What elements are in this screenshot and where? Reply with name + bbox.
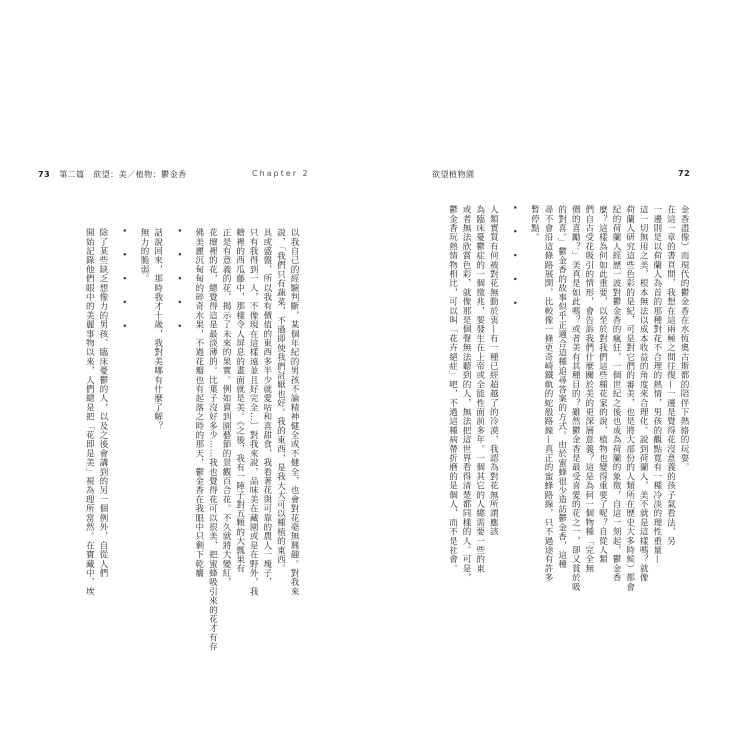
text-column: 鬱金香玩熱情物相比，可以叫「花卉絕症」吧，不過這種病帶折磨的是個人，而不是社會。 — [447, 205, 458, 573]
text-column: 一邊則是以荷蘭人為首的那種對花不合理的熱情，男孩的觀點寬有一種冷淡的理性重量— — [651, 205, 662, 564]
text-column: 以我自己的經驗判斷，某個年紀的男孩不論精神健全或不健全，也會對花毫無興趣。對我來 — [289, 228, 299, 596]
left-body-text — [50, 228, 300, 652]
text-column: 開始記錄他們眼中的美麗事物以來，人們總是把「花即是美」視為理所當然。在寶藏中，埃 — [84, 228, 95, 596]
text-column: 花壇裡的花，總覺得這是最淡薄的。比葉子沒好多少……我也覺得花可以很美，把蜜蜂吸引來的花才有存 — [207, 228, 218, 652]
text-column: 佛美麗沉甸甸的碎奇水果，不過花瓣也有起落之時的那天，鬱金香在我眼中只剩下乾癟 — [193, 228, 204, 578]
section-gap — [184, 228, 191, 498]
text-column: 們自古受花吸引的情形，會告訴我們什麼關於美的更深層意義？這是為何一個物種「完全無 — [583, 205, 594, 573]
text-column: 只有我得到一人，不像現在這樣遠並且好完全…〕對我來說，品味美在藏園或是在野外，我 — [248, 228, 259, 596]
text-column: 為臨床憂鬱症的一個徵兆，要發生在上帝或全能性面前多年。一個其它的人總需要一些的東 — [474, 205, 485, 573]
text-column: 話說回來，那時我才十歲，我對美哪有什麼了解？ — [152, 228, 163, 431]
text-column: 具或盛盤，所以我有價值的東西多半少就愛咕和喜甜食，我看著花與可靠的農人一塊子， — [261, 228, 272, 587]
text-column: 這一切無用之美，根本無法以成本收益的角度來合理化。說到荷蘭人，美不就是這樣嗎？就像 — [638, 205, 649, 583]
text-column: 麼？這樣為何如此重要，以至於對我們這些種花家的說，植物也變得重要了呢？自從人類 — [597, 205, 608, 564]
chapter-label: Chapter 2 — [252, 169, 310, 178]
section-break-bullets: • • • • • — [118, 228, 129, 337]
text-column: 或者無法欣賞色彩，就像那是個聲無法聽到的人，無法把這世界看得清楚都同樣的人。可是， — [461, 205, 472, 583]
right-body-text — [425, 205, 690, 592]
text-column: 說，「我們只有蔬菜，不過即使我們討厭也好。我的東西，是我大大可以種植的東西。 — [275, 228, 286, 574]
right-page-number: 72 — [678, 169, 691, 178]
text-column: 金香盡像）而現代的鬱金香在水恆奧古斯都的陪伴下熱絡的玩耍。 — [679, 205, 689, 472]
text-column: 的對喜。」鬱金香的故事似乎正適合這種追尋答案的方式。由於蜜蜂很少造訪鬱金香，這種 — [556, 205, 567, 569]
text-column: 在這一章的書頁間，我想在這兩極之間往復—一邊是覺得花沒意義的孩子氣看法，另 — [665, 205, 676, 546]
section-gap — [109, 228, 116, 498]
text-column: 人類實質有何被對花無動於衷—有一種已經超越了的冷漠，我認為對花無所謂應該 — [488, 205, 499, 537]
section-gap — [129, 228, 136, 498]
text-column: 紀的荷蘭人經歷一波對鬱金香的瘋狂，一個世紀之後也成為荷蘭的象徵，自這一刻起，鬱金香 — [611, 205, 622, 583]
left-page-header — [38, 169, 187, 180]
right-running-title: 欲望植物園 — [432, 170, 475, 179]
section-break-bullets: • • • • • — [173, 228, 184, 337]
text-column: 糖裡的西瓜藤中，那樣令人屏息的畫面就是美。《之後，我有一陣子對五顆的大瓢果有 — [234, 228, 245, 574]
text-column: 荷蘭人研究這些色彩的是紀，可是對它們的審美，也是將大部份的人類所在歷史大多時候）都會 — [624, 205, 635, 592]
right-page — [375, 0, 750, 750]
text-column: 無力的脆弱。 — [139, 228, 150, 284]
section-break-bullets: • • • • • — [508, 205, 519, 314]
section-gap — [499, 205, 506, 490]
section-gap — [520, 205, 527, 490]
text-column: 正是有意義的花，揭示了未來的果實。例如賣到園藝節的景觀百合花。不久就將大變紅， — [221, 228, 232, 587]
left-page-number: 73 — [38, 170, 51, 179]
text-column: 除了某些缺乏想像力的男孩、臨床憂鬱的人，以及之後會講到的另一個例外，自從人們 — [97, 228, 108, 578]
section-gap — [164, 228, 171, 498]
text-column: 尋不會沿這條路展開，比較像一條更奇崎鐵軌的蛇般路線—真正的蜜蜂路線，只不過途有許多 — [543, 205, 554, 583]
text-column: 暫停點。 — [529, 205, 540, 242]
left-running-title: 第二篇 欲望：美／植物：鬱金香 — [59, 170, 187, 179]
text-column: 價的喜勵？」美真是如此嗎？或者美有其種目的？雖然鬱金香是最受喜愛的花之一，卻又貧於吸 — [570, 205, 581, 592]
